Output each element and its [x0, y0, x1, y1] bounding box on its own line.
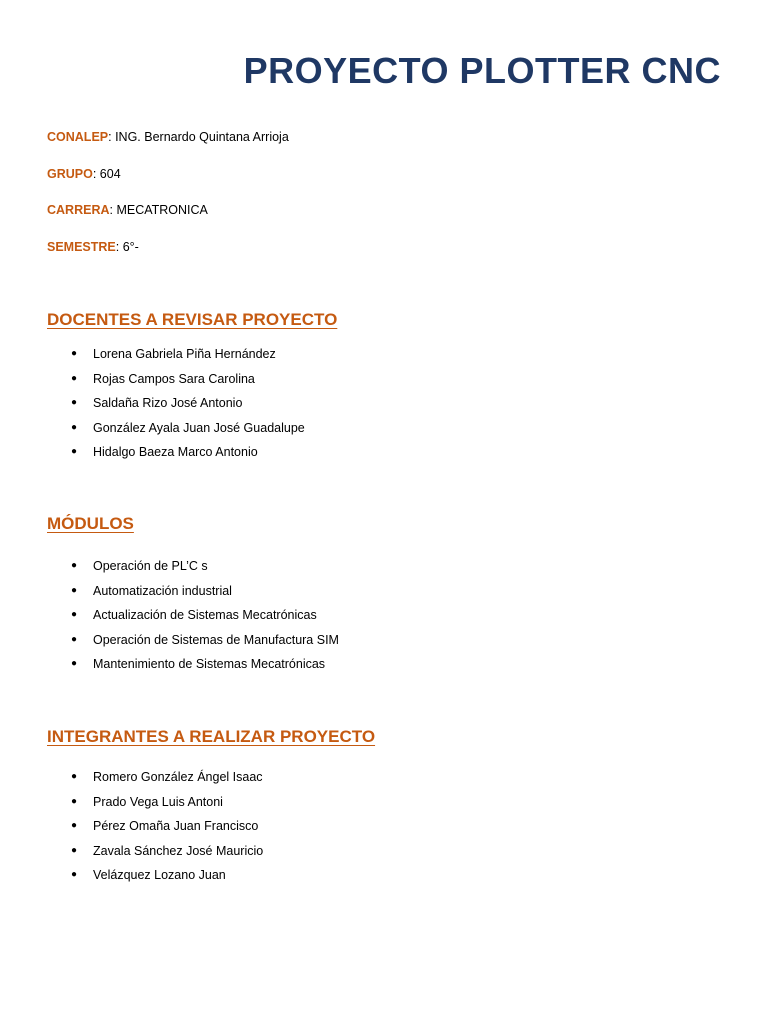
info-value: ING. Bernardo Quintana Arrioja [115, 130, 289, 144]
bullet-icon: ● [71, 446, 78, 458]
bullet-icon: ● [71, 844, 78, 856]
info-separator: : [108, 130, 116, 144]
list-item-text: Romero González Ángel Isaac [93, 770, 263, 784]
info-line-conalep [47, 130, 289, 144]
section-heading-integrantes: INTEGRANTES A REALIZAR PROYECTO [47, 727, 376, 746]
list-item-text: Velázquez Lozano Juan [93, 868, 226, 883]
list-item-text: Rojas Campos Sara Carolina [93, 371, 255, 386]
bullet-icon: ● [71, 372, 78, 384]
info-key: CARRERA [47, 203, 110, 217]
list-item-text: Mantenimiento de Sistemas Mecatrónicas [93, 657, 326, 672]
info-separator: : [92, 167, 100, 181]
bullet-icon: ● [71, 397, 78, 409]
list-item-text: Operación de PL’C s [93, 559, 208, 573]
bullet-icon: ● [71, 421, 78, 433]
info-value: MECATRONICA [116, 203, 208, 217]
list-item-text: Hidalgo Baeza Marco Antonio [93, 445, 258, 460]
bullet-icon: ● [71, 633, 78, 645]
bullet-icon: ● [71, 584, 78, 596]
info-key: CONALEP [47, 130, 109, 144]
bullet-icon: ● [71, 869, 78, 881]
bullet-icon: ● [71, 609, 78, 621]
info-value: 6°- [122, 240, 139, 254]
section-heading-modulos: MÓDULOS [47, 514, 134, 533]
bullet-icon: ● [71, 771, 78, 782]
list-item-text: Saldaña Rizo José Antonio [93, 396, 243, 411]
info-key: GRUPO [47, 167, 93, 181]
bullet-icon: ● [71, 795, 78, 807]
list-item-text: Operación de Sistemas de Manufactura SIM [93, 632, 339, 647]
info-separator: : [109, 203, 117, 217]
section-heading-docentes: DOCENTES A REVISAR PROYECTO [47, 310, 338, 329]
info-separator: : [115, 240, 123, 254]
bullet-icon: ● [71, 820, 78, 832]
info-line-carrera [47, 203, 208, 217]
bullet-icon: ● [71, 658, 78, 670]
list-item-text: Pérez Omaña Juan Francisco [93, 819, 259, 834]
info-key: SEMESTRE [47, 240, 116, 254]
list-item-text: Lorena Gabriela Piña Hernández [93, 347, 276, 361]
info-line-grupo [47, 167, 121, 181]
list-item-text: Zavala Sánchez José Mauricio [93, 843, 264, 858]
info-value: 604 [99, 167, 121, 181]
document-title: PROYECTO PLOTTER CNC [243, 50, 721, 91]
bullet-icon: ● [71, 348, 78, 359]
list-item-text: Prado Vega Luis Antoni [93, 794, 223, 809]
list-item-text: González Ayala Juan José Guadalupe [93, 420, 305, 435]
list-item-text: Automatización industrial [93, 583, 232, 598]
list-item-text: Actualización de Sistemas Mecatrónicas [93, 608, 317, 623]
bullet-icon: ● [71, 560, 78, 571]
info-line-semestre [47, 240, 139, 254]
